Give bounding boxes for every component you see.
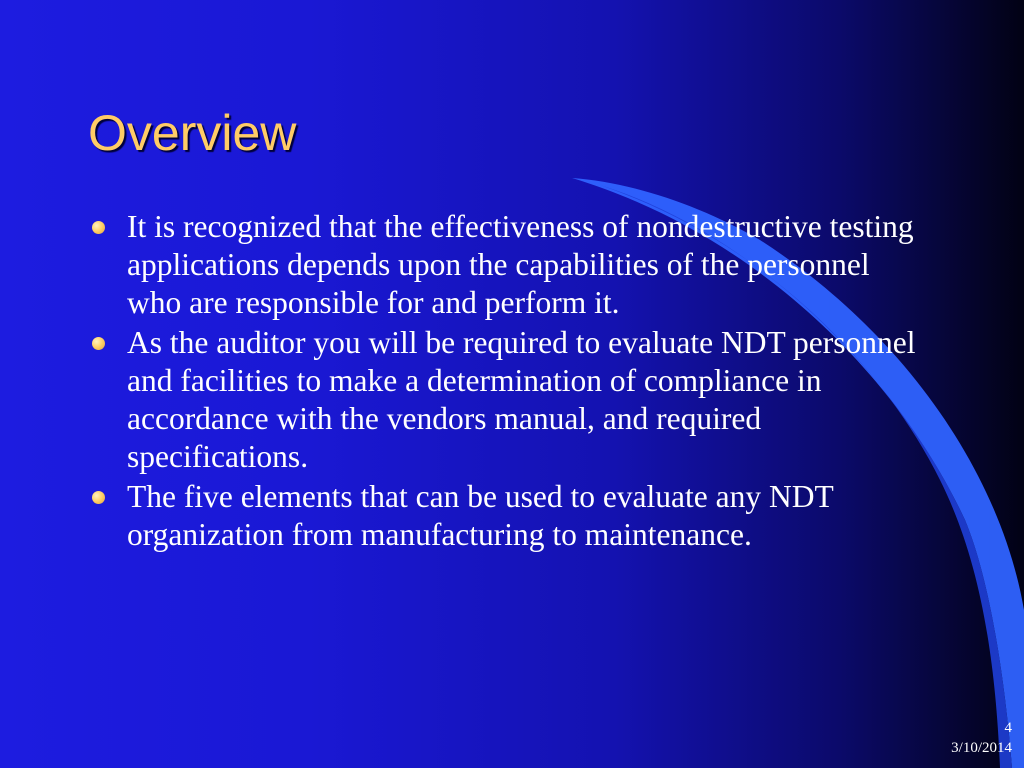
bullet-text: The five elements that can be used to evaluate any NDT organization from manufacturing to maintenance. <box>127 479 834 552</box>
bullet-text: It is recognized that the effectiveness of nondestructive testing applications depends upon the capabilities of the personnel who are responsible for and perform it. <box>127 209 914 320</box>
slide-title: Overview <box>88 105 297 161</box>
bullet-dot-icon <box>92 337 105 350</box>
page-number: 4 <box>1004 720 1012 736</box>
bullet-list <box>92 208 922 556</box>
bullet-item <box>92 324 922 476</box>
bullet-dot-icon <box>92 491 105 504</box>
slide-date: 3/10/2014 <box>951 740 1012 756</box>
bullet-text: As the auditor you will be required to evaluate NDT personnel and facilities to make a determination of compliance in accordance with the vendors manual, and required specifications. <box>127 325 916 474</box>
slide-footer <box>951 718 1012 758</box>
bullet-dot-icon <box>92 221 105 234</box>
bullet-item <box>92 208 922 322</box>
bullet-item <box>92 478 922 554</box>
